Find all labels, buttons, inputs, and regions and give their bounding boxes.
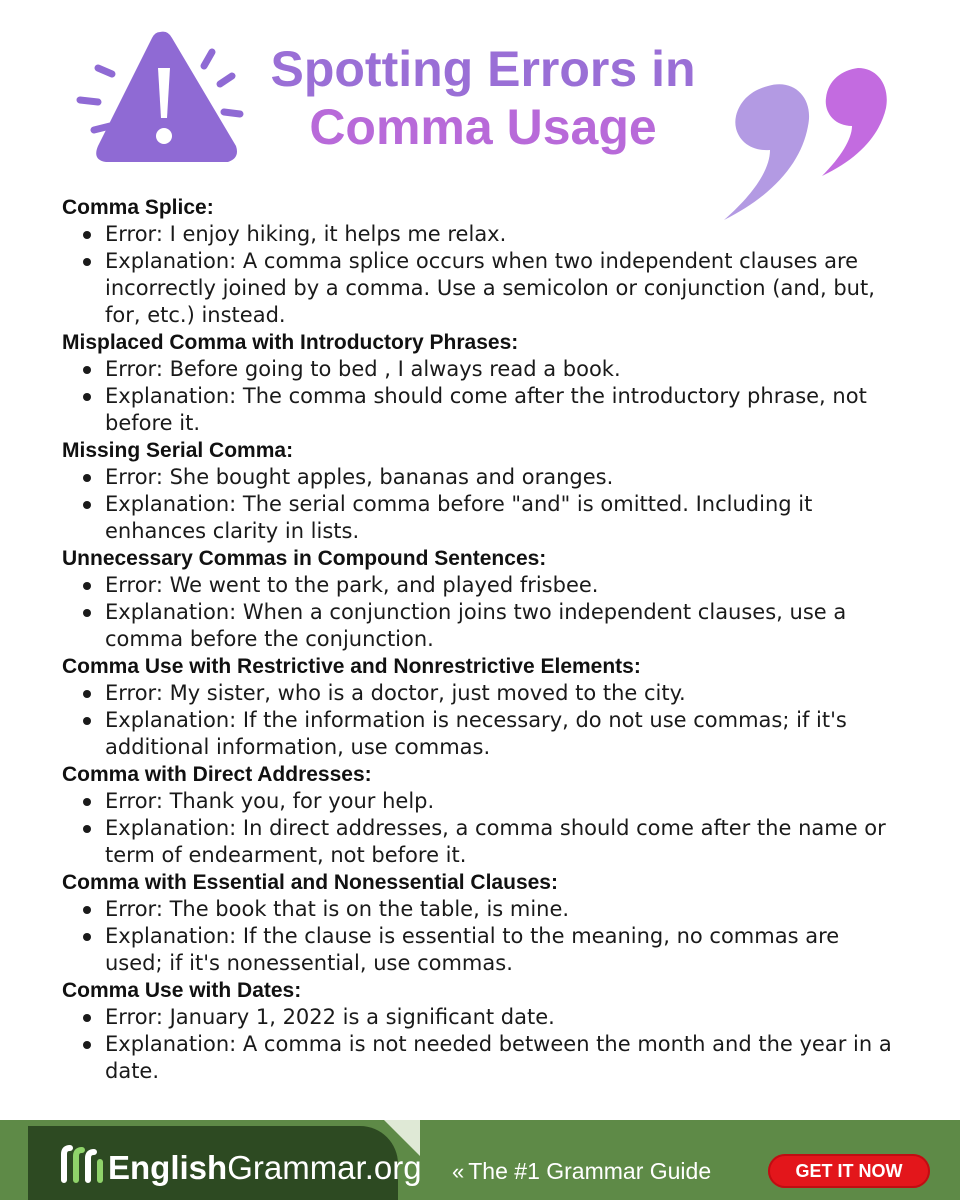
logo-icon [56, 1140, 108, 1188]
bullet-list [62, 221, 902, 329]
brand-name[interactable] [108, 1148, 422, 1188]
tagline [452, 1156, 711, 1187]
explanation: Explanation: In direct addresses, a comma should come after the name or term of endearment, not before it. [105, 815, 902, 869]
error-example: Error: I enjoy hiking, it helps me relax. [105, 221, 902, 248]
explanation: Explanation: If the information is necessary, do not use commas; if it's additional information, use commas. [105, 707, 902, 761]
title-line-1: Spotting Errors in [270, 41, 696, 97]
tagline-text: The #1 Grammar Guide [468, 1158, 712, 1184]
bullet-list [62, 464, 902, 545]
section-title: Missing Serial Comma: [62, 439, 294, 462]
brand-name-regular: Grammar.org [227, 1149, 422, 1186]
bullet-list [62, 356, 902, 437]
bullet-list [62, 896, 902, 977]
section [62, 194, 902, 329]
footer-bar [0, 1120, 960, 1200]
warning-icon [72, 22, 252, 172]
section [62, 977, 902, 1085]
page-title [268, 40, 698, 156]
section-title: Comma with Direct Addresses: [62, 763, 372, 786]
explanation: Explanation: When a conjunction joins two independent clauses, use a comma before the conjunction. [105, 599, 902, 653]
brand-name-bold: English [108, 1149, 228, 1186]
double-chevron-left-icon: « [452, 1159, 465, 1184]
error-example: Error: The book that is on the table, is mine. [105, 896, 902, 923]
section [62, 869, 902, 977]
explanation: Explanation: A comma is not needed between the month and the year in a date. [105, 1031, 902, 1085]
error-example: Error: Before going to bed , I always read a book. [105, 356, 902, 383]
explanation: Explanation: If the clause is essential to the meaning, no commas are used; if it's nonessential, use commas. [105, 923, 902, 977]
get-it-now-button[interactable]: GET IT NOW [768, 1154, 930, 1188]
bullet-list [62, 680, 902, 761]
error-example: Error: January 1, 2022 is a significant date. [105, 1004, 902, 1031]
section [62, 437, 902, 545]
section [62, 545, 902, 653]
error-example: Error: Thank you, for your help. [105, 788, 902, 815]
section-title: Unnecessary Commas in Compound Sentences: [62, 547, 547, 570]
error-example: Error: She bought apples, bananas and oranges. [105, 464, 902, 491]
explanation: Explanation: The serial comma before "and" is omitted. Including it enhances clarity in lists. [105, 491, 902, 545]
section-title: Comma Splice: [62, 196, 214, 219]
title-line-2: Comma Usage [309, 99, 657, 155]
section-title: Comma Use with Dates: [62, 979, 302, 1002]
section-title: Comma with Essential and Nonessential Clauses: [62, 871, 558, 894]
bullet-list [62, 572, 902, 653]
content-list [62, 194, 902, 1085]
explanation: Explanation: The comma should come after the introductory phrase, not before it. [105, 383, 902, 437]
section [62, 329, 902, 437]
section-title: Comma Use with Restrictive and Nonrestrictive Elements: [62, 655, 641, 678]
section [62, 653, 902, 761]
error-example: Error: We went to the park, and played frisbee. [105, 572, 902, 599]
header [0, 0, 960, 200]
bullet-list [62, 788, 902, 869]
bullet-list [62, 1004, 902, 1085]
section [62, 761, 902, 869]
explanation: Explanation: A comma splice occurs when two independent clauses are incorrectly joined by a comma. Use a semicolon or conjunction (and, but, for, etc.) instead. [105, 248, 902, 329]
error-example: Error: My sister, who is a doctor, just moved to the city. [105, 680, 902, 707]
section-title: Misplaced Comma with Introductory Phrases: [62, 331, 519, 354]
